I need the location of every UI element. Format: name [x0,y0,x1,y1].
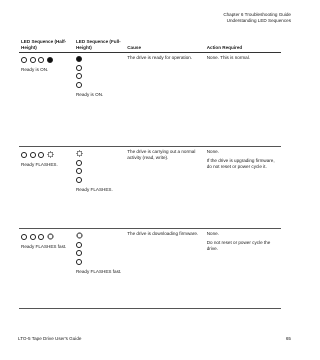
led-off-icon [76,259,82,265]
led-off-icon [21,57,27,63]
page-number: 65 [285,336,291,341]
led-off-icon [30,234,36,240]
table-row [19,147,281,229]
half-height-label: Ready is ON. [21,67,49,73]
full-height-led-group [76,150,123,183]
full-height-label: Ready is ON. [75,91,104,97]
led-off-icon [76,160,82,166]
full-height-cell [74,229,125,309]
column-header-action: Action Required [206,44,243,50]
half-height-label: Ready FLASHES fast. [21,244,67,250]
table-header-row [19,39,281,53]
cause-cell: The drive is downloading firmware. [127,231,199,237]
action-text: None. [206,231,219,237]
half-height-led-group [21,233,72,240]
half-height-cell [19,147,74,229]
led-off-icon [30,57,36,63]
led-off-icon [76,177,82,183]
led-flashing-fast-icon [76,232,83,239]
led-off-icon [76,242,82,248]
action-text: None. This is normal. [206,55,251,61]
action-text: If the drive is upgrading firmware, do not reset or power cycle it. [206,157,275,169]
guide-title: LTO-5 Tape Drive User's Guide [18,336,82,341]
action-cell [205,53,281,147]
running-header [223,12,291,24]
table-row [19,53,281,147]
half-height-label: Ready FLASHES. [21,162,58,168]
section-title: Understanding LED Sequences [226,18,291,24]
cause-cell: The drive is carrying out a normal activity (read, write). [127,149,196,160]
led-off-icon [38,152,44,158]
action-text: None. [206,149,219,155]
column-header-half-height: LED Sequence (Half-Height) [21,39,67,50]
column-header-cause: Cause [127,44,142,50]
led-off-icon [38,57,44,63]
chapter-title: Chapter 6 Troubleshooting Guide [223,12,291,17]
led-flashing-icon [47,151,54,158]
table-row [19,229,281,309]
full-height-label: Ready FLASHES fast. [75,268,122,274]
full-height-led-group [76,56,123,88]
full-height-led-group [76,232,123,265]
led-sequence-table [19,39,281,309]
led-off-icon [30,152,36,158]
action-cell [205,147,281,229]
led-off-icon [76,73,82,79]
half-height-cell [19,53,74,147]
action-text: Do not reset or power cycle the drive. [206,239,271,251]
led-on-icon [47,57,53,63]
full-height-label: Ready FLASHES. [75,186,113,192]
led-off-icon [38,234,44,240]
full-height-cell [74,53,125,147]
half-height-led-group [21,57,72,63]
page-footer [18,336,291,341]
led-on-icon [76,56,82,62]
column-header-full-height: LED Sequence (Full-Height) [75,39,121,50]
led-flashing-icon [76,150,83,157]
led-off-icon [76,82,82,88]
led-off-icon [76,168,82,174]
led-off-icon [76,250,82,256]
half-height-led-group [21,151,72,158]
half-height-cell [19,229,74,309]
full-height-cell [74,147,125,229]
led-off-icon [21,234,27,240]
led-off-icon [21,152,27,158]
cause-cell: The drive is ready for operation. [127,55,193,61]
led-off-icon [76,65,82,71]
led-flashing-fast-icon [47,233,54,240]
action-cell [205,229,281,309]
